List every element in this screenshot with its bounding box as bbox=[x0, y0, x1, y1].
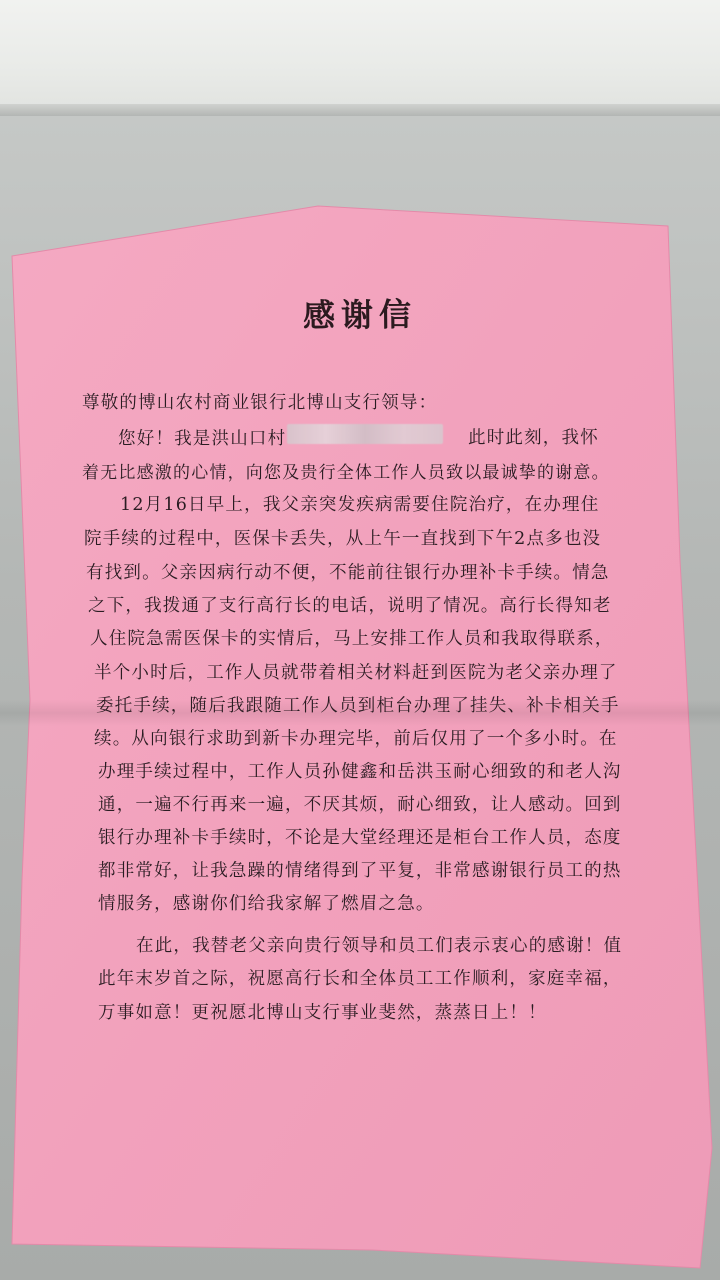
letter-line: 此年末岁首之际，祝愿高行长和全体员工工作顺利，家庭幸福， bbox=[98, 969, 622, 989]
letter-line: 都非常好，让我急躁的情绪得到了平复，非常感谢银行员工的热 bbox=[98, 861, 622, 881]
letter-line: 此时此刻，我怀 bbox=[468, 428, 599, 448]
letter-title: 感谢信 bbox=[302, 295, 418, 335]
letter-line: 着无比感激的心情，向您及贵行全体工作人员致以最诚挚的谢意。 bbox=[82, 463, 610, 483]
letter-line: 12月16日早上，我父亲突发疾病需要住院治疗，在办理住 bbox=[120, 495, 600, 515]
letter-line: 您好！我是洪山口村 bbox=[118, 429, 287, 449]
letter-line: 之下，我拨通了支行高行长的电话，说明了情况。高行长得知老 bbox=[88, 596, 612, 616]
letter-line: 续。从向银行求助到新卡办理完毕，前后仅用了一个多小时。在 bbox=[94, 729, 618, 749]
letter-line: 半个小时后，工作人员就带着相关材料赶到医院为老父亲办理了 bbox=[94, 663, 618, 683]
letter-line: 银行办理补卡手续时，不论是大堂经理还是柜台工作人员，态度 bbox=[98, 828, 622, 848]
letter-line: 院手续的过程中，医保卡丢失，从上午一直找到下午2点多也没 bbox=[84, 529, 602, 549]
redacted-name bbox=[287, 424, 443, 444]
letter-line: 情服务，感谢你们给我家解了燃眉之急。 bbox=[98, 894, 435, 914]
letter-line: 在此，我替老父亲向贵行领导和员工们表示衷心的感谢！值 bbox=[136, 936, 623, 956]
letter-line: 通，一遍不行再来一遍，不厌其烦，耐心细致，让人感动。回到 bbox=[98, 795, 622, 815]
letter-line: 办理手续过程中，工作人员孙健鑫和岳洪玉耐心细致的和老人沟 bbox=[98, 762, 622, 782]
letter-salutation: 尊敬的博山农村商业银行北博山支行领导： bbox=[82, 393, 438, 413]
letter-line: 委托手续，随后我跟随工作人员到柜台办理了挂失、补卡相关手 bbox=[96, 696, 620, 716]
letter-line: 万事如意！更祝愿北博山支行事业斐然，蒸蒸日上！！ bbox=[98, 1003, 547, 1023]
letter-line: 人住院急需医保卡的实情后，马上安排工作人员和我取得联系， bbox=[90, 629, 614, 649]
letter-line: 有找到。父亲因病行动不便，不能前往银行办理补卡手续。情急 bbox=[86, 563, 610, 583]
